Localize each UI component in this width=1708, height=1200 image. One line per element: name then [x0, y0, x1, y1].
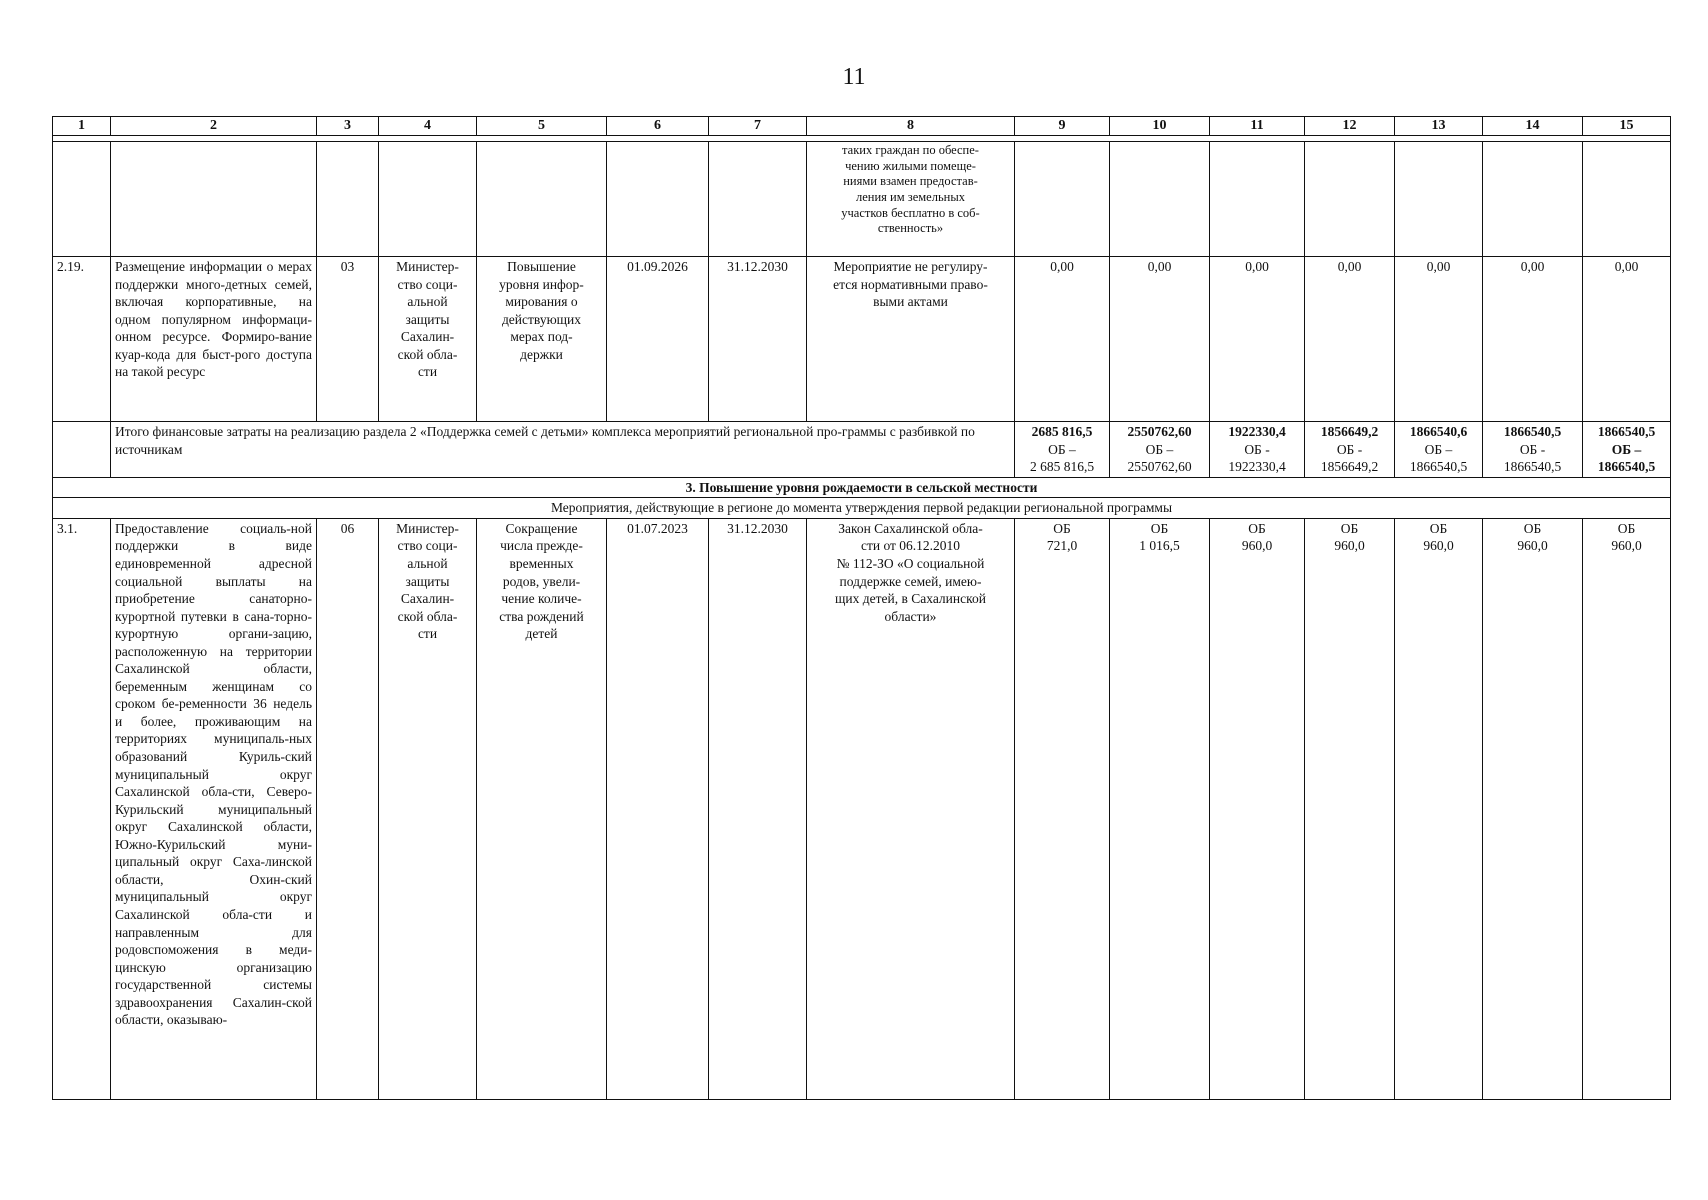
total-cell: 1866540,5 ОБ – 1866540,5 — [1583, 422, 1671, 478]
total-cell: 1866540,5 ОБ - 1866540,5 — [1483, 422, 1583, 478]
value-cell: 0,00 — [1210, 257, 1305, 422]
value-cell: ОБ 960,0 — [1483, 518, 1583, 1099]
total-cell: 1856649,2 ОБ - 1856649,2 — [1305, 422, 1395, 478]
value-cell: 0,00 — [1015, 257, 1110, 422]
start-date: 01.09.2026 — [607, 257, 709, 422]
value-cell: ОБ 960,0 — [1305, 518, 1395, 1099]
value-cell: ОБ 960,0 — [1583, 518, 1671, 1099]
header-cell: 1 — [53, 117, 111, 136]
header-cell: 8 — [807, 117, 1015, 136]
total-cell: 1922330,4 ОБ - 1922330,4 — [1210, 422, 1305, 478]
legal-basis: Мероприятие не регулиру- ется нормативными право- выми актами — [807, 257, 1015, 422]
header-cell: 9 — [1015, 117, 1110, 136]
total-cell: 2550762,60 ОБ – 2550762,60 — [1110, 422, 1210, 478]
value-cell: 0,00 — [1395, 257, 1483, 422]
measure-name: Размещение информации о мерах поддержки много-детных семей, включая корпоративные, на одном популярном информаци-онном ресурсе. Формиро-вание куар-кода для быст-рого доступа на такой ресурс — [111, 257, 317, 422]
header-cell: 15 — [1583, 117, 1671, 136]
value-cell: ОБ 721,0 — [1015, 518, 1110, 1099]
value-cell: ОБ 960,0 — [1210, 518, 1305, 1099]
total-row — [53, 422, 1671, 478]
header-cell: 4 — [379, 117, 477, 136]
section-title: 3. Повышение уровня рождаемости в сельской местности — [53, 477, 1671, 498]
header-cell: 11 — [1210, 117, 1305, 136]
value-cell: ОБ 1 016,5 — [1110, 518, 1210, 1099]
header-cell: 12 — [1305, 117, 1395, 136]
end-date: 31.12.2030 — [709, 518, 807, 1099]
header-cell: 3 — [317, 117, 379, 136]
measure-name: Предоставление социаль-ной поддержки в виде единовременной адресной социальной выплаты на приобретение санаторно-курортной путевки в сана-торно-курортную органи-зацию, расположенную на территории Сахалинской области, беременным женщинам со сроком бе-ременности 36 недель и более, проживающим на территориях муниципаль-ных образований Куриль-ский муниципальный округ Сахалинской обла-сти, Северо-Курильский муниципальный округ Сахалинской области, Южно-Курильский муни-ципальный округ Саха-линской области, Охин-ский муниципальный округ Сахалинской обла-сти и направленным для родовспоможения в меди-цинскую организацию государственной системы здравоохранения Сахалин-ской области, оказываю- — [111, 518, 317, 1099]
total-cell: 1866540,6 ОБ – 1866540,5 — [1395, 422, 1483, 478]
header-cell: 7 — [709, 117, 807, 136]
header-cell: 5 — [477, 117, 607, 136]
continuation-basis: таких граждан по обеспе- чению жилыми помеще- ниями взамен предостав- ления им земельных участков бесплатно в соб- ственность» — [807, 142, 1015, 257]
row-number: 2.19. — [53, 257, 111, 422]
table-row-3-1 — [53, 518, 1671, 1099]
legal-basis: Закон Сахалинской обла- сти от 06.12.2010 № 112-ЗО «О социальной поддержке семей, имею- щих детей, в Сахалинской области» — [807, 518, 1015, 1099]
page-number: 11 — [842, 64, 866, 90]
table-row-2-19 — [53, 257, 1671, 422]
value-cell: ОБ 960,0 — [1395, 518, 1483, 1099]
value-cell: 0,00 — [1305, 257, 1395, 422]
section-subtitle: Мероприятия, действующие в регионе до момента утверждения первой редакции региональной программы — [53, 498, 1671, 519]
executor: Министер- ство соци- альной защиты Сахалин- ской обла- сти — [379, 257, 477, 422]
executor: Министер- ство соци- альной защиты Сахалин- ской обла- сти — [379, 518, 477, 1099]
header-cell: 10 — [1110, 117, 1210, 136]
start-date: 01.07.2023 — [607, 518, 709, 1099]
header-cell: 2 — [111, 117, 317, 136]
section-title-row — [53, 477, 1671, 498]
total-label: Итого финансовые затраты на реализацию раздела 2 «Поддержка семей с детьми» комплекса мероприятий региональной про-граммы с разбивкой по источникам — [111, 422, 1015, 478]
header-cell: 13 — [1395, 117, 1483, 136]
measure-code: 03 — [317, 257, 379, 422]
header-cell: 14 — [1483, 117, 1583, 136]
value-cell: 0,00 — [1583, 257, 1671, 422]
row-number: 3.1. — [53, 518, 111, 1099]
program-table — [52, 116, 1671, 1100]
total-cell: 2685 816,5 ОБ – 2 685 816,5 — [1015, 422, 1110, 478]
continuation-row — [53, 142, 1671, 257]
value-cell: 0,00 — [1110, 257, 1210, 422]
measure-code: 06 — [317, 518, 379, 1099]
section-subtitle-row — [53, 498, 1671, 519]
end-date: 31.12.2030 — [709, 257, 807, 422]
expected-result: Сокращение числа прежде- временных родов, увели- чение количе- ства рождений детей — [477, 518, 607, 1099]
header-row — [53, 117, 1671, 136]
header-cell: 6 — [607, 117, 709, 136]
expected-result: Повышение уровня инфор- мирования о действующих мерах под- держки — [477, 257, 607, 422]
value-cell: 0,00 — [1483, 257, 1583, 422]
